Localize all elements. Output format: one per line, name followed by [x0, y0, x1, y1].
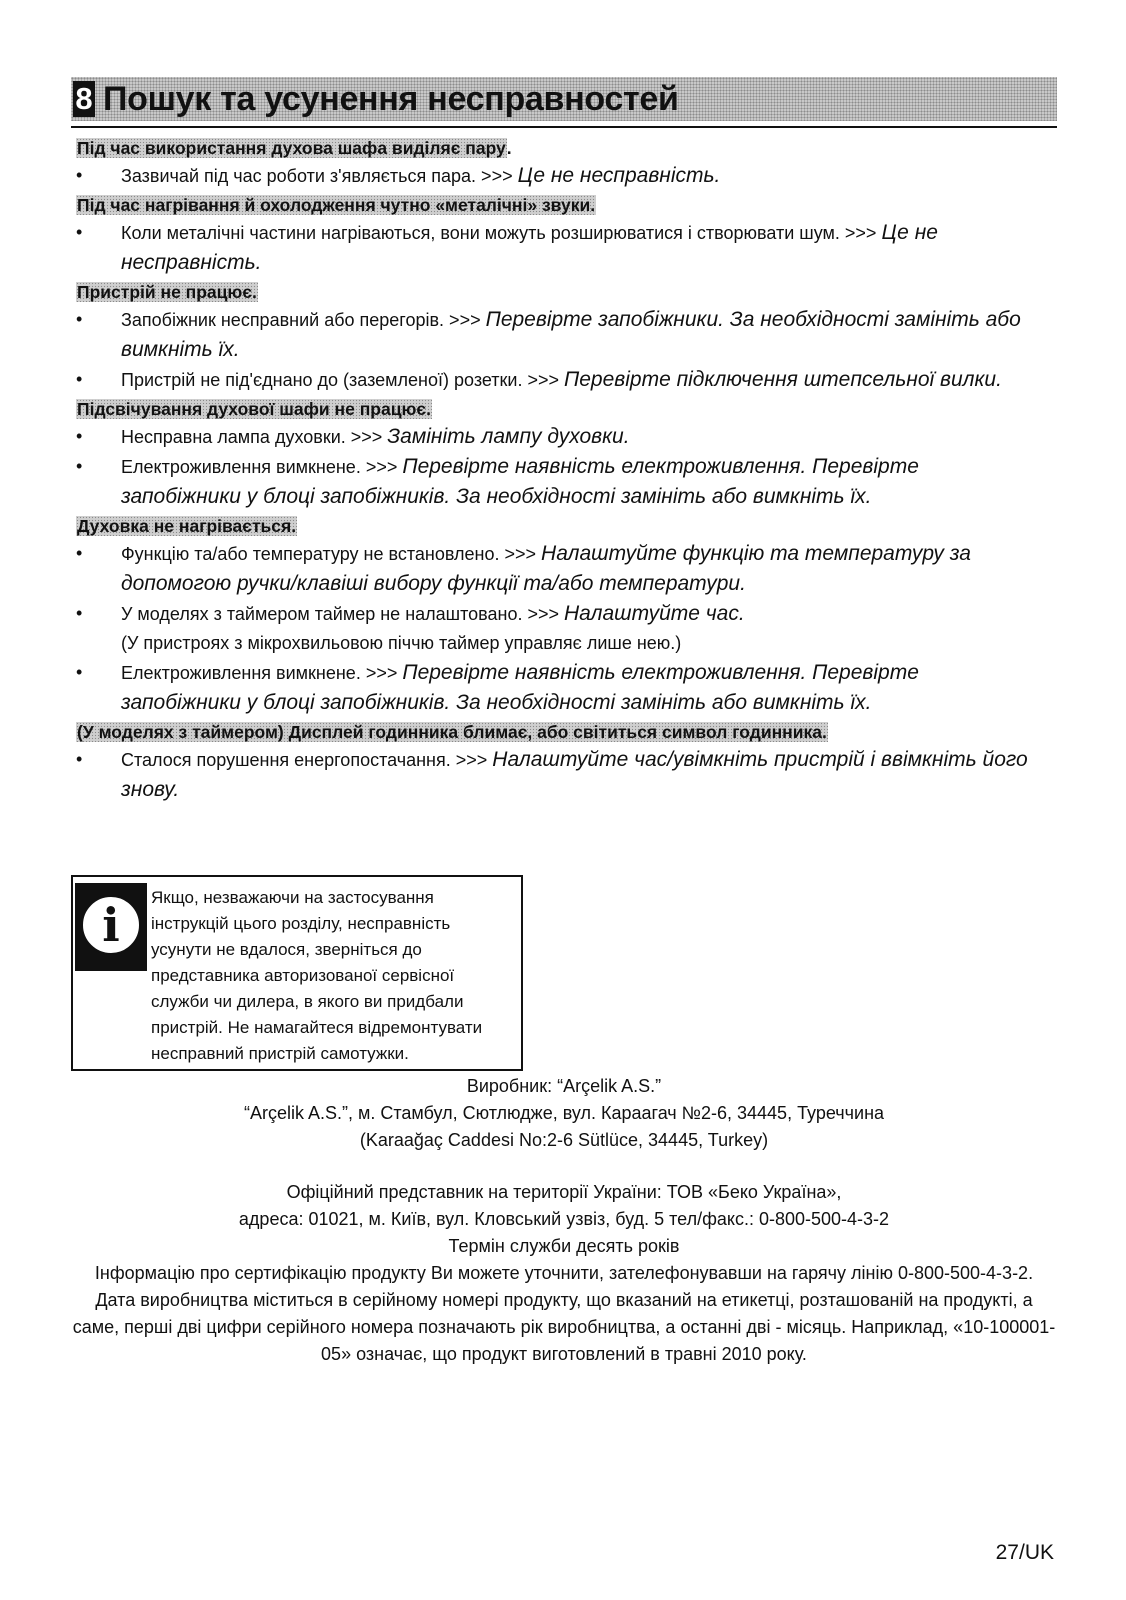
manufacturer-address: “Arçelik A.S.”, м. Стамбул, Сютлюдже, вул. Караагач №2-6, 34445, Туреччина [243, 1103, 885, 1123]
list-item: • Електроживлення вимкнене. >>> Перевірте наявність електроживлення. Перевірте запобіжники у блоці запобіжників. За необхідності замініть або вимкніть їх. [76, 661, 919, 714]
certification-info: Інформацію про сертифікацію продукту Ви можете уточнити, зателефонувавши на гарячу лінію 0-800-500-4-3-2. [94, 1263, 1034, 1283]
manufacturer-info [72, 1073, 1056, 1368]
list-item: • Електроживлення вимкнене. >>> Перевірте наявність електроживлення. Перевірте запобіжники у блоці запобіжників. За необхідності замініть або вимкніть їх. [76, 455, 919, 508]
page-number: 27/UK [995, 1541, 1054, 1564]
info-box [71, 875, 523, 1071]
list-item: • Пристрій не під'єднано до (заземленої) розетки. >>> Перевірте підключення штепсельної вилки. [76, 368, 1002, 391]
title-underline [71, 126, 1057, 128]
info-text: Якщо, незважаючи на застосування інструкцій цього розділу, несправність усунути не вдалося, зверніться до представника авторизованої сервісної служби чи дилера, в якого ви придбали пристрій. Не намагайтеся відремонтувати несправний пристрій самотужки. [151, 888, 483, 1063]
list-item: • Коли металічні частини нагріваються, вони можуть розширюватися і створювати шум. >>> Це не несправність. [76, 221, 938, 274]
representative-address: адреса: 01021, м. Київ, вул. Кловський узвіз, буд. 5 тел/факс.: 0-800-500-4-3-2 [238, 1209, 890, 1229]
production-date-info: Дата виробництва міститься в серійному номері продукту, що вказаний на етикетці, розташованій на продукті, а саме, перші дві цифри серійного номера позначають рік виробництва, а останні дві - місяць. Наприклад, «10-100001-05» означає, що продукт виготовлений в травні 2010 року. [72, 1290, 1056, 1364]
list-item: • Функцію та/або температуру не встановлено. >>> Налаштуйте функцію та температуру за допомогою ручки/клавіші вибору функції та/або температури. [76, 542, 971, 595]
section-heading: Під час використання духова шафа виділяє пару. [77, 138, 512, 158]
list-item: • Сталося порушення енергопостачання. >>> Налаштуйте час/увімкніть пристрій і ввімкніть його знову. [76, 748, 1028, 801]
list-item: • У моделях з таймером таймер не налаштовано. >>> Налаштуйте час. [76, 602, 745, 625]
section-heading: Підсвічування духової шафи не працює. [77, 399, 431, 419]
section-number: 8 [73, 81, 95, 117]
section-heading: (У моделях з таймером) Дисплей годинника блимає, або світиться символ годинника. [77, 722, 827, 742]
manufacturer: Виробник: “Arçelik A.S.” [466, 1076, 662, 1096]
section-heading: Під час нагрівання й охолодження чутно «металічні» звуки. [77, 195, 596, 215]
info-icon: i [75, 883, 147, 971]
manufacturer-address-latin: (Karaağaç Caddesi No:2-6 Sütlüce, 34445, Turkey) [359, 1130, 769, 1150]
list-item: • Несправна лампа духовки. >>> Замініть лампу духовки. [76, 425, 630, 448]
list-item-note: (У пристроях з мікрохвильовою піччю таймер управляє лише нею.) [121, 633, 682, 653]
official-representative: Офіційний представник на території України: ТОВ «Беко Україна», [286, 1182, 842, 1202]
section-heading: Духовка не нагрівається. [77, 516, 297, 536]
section-heading: Пристрій не працює. [77, 282, 257, 302]
list-item: • Запобіжник несправний або перегорів. >>> Перевірте запобіжники. За необхідності замініть або вимкніть їх. [76, 308, 1021, 361]
troubleshooting-content [76, 136, 1036, 805]
page-title: Пошук та усунення несправностей [103, 80, 679, 118]
service-life: Термін служби десять років [448, 1236, 680, 1256]
list-item: • Зазвичай під час роботи з'являється пара. >>> Це не несправність. [76, 164, 721, 187]
